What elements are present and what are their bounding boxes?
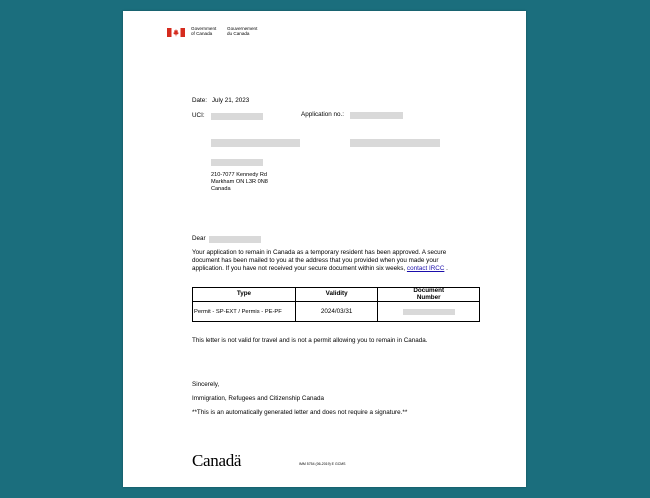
govt-en-line-1: Government [191,26,217,31]
header-validity: Validity [295,288,378,302]
date-line [192,97,249,105]
table-row [193,302,480,322]
body-line-1: Your application to remain in Canada as a temporary resident has been approved. A secure [192,249,447,256]
header-document-number: Document Number [378,288,480,302]
table-header-row [193,288,480,302]
header-type: Type [193,288,296,302]
govt-fr-line-1: Gouvernement [227,26,258,31]
cell-document-number [378,302,480,322]
canada-wordmark: Canadä [192,451,242,470]
address-line-1: 210-7077 Kennedy Rd [211,172,267,178]
recipient-name-redaction [211,139,300,147]
govt-signature-fr [227,27,257,37]
document-table [192,287,480,322]
govt-en-line-2: of Canada [191,30,213,36]
closing: Sincerely, [192,381,220,388]
application-label: Application no.: [301,111,345,118]
govt-fr-line-2: du Canada [227,30,250,36]
uci-label: UCI: [192,112,205,119]
uci-redaction [211,113,263,120]
recipient-line-redaction [211,159,263,166]
letter-page [123,11,526,487]
document-number-redaction [403,309,455,315]
validity-notice: This letter is not valid for travel and is not a permit allowing you to remain in Canada. [192,337,428,344]
cell-type: Permit - SP-EXT / Permis - PE-PF [193,302,296,322]
address-line-3: Canada [211,185,231,192]
auto-generated-note: **This is an automatically generated letter and does not require a signature.** [192,409,408,416]
govt-signature-en [191,27,216,37]
salutation: Dear [192,235,206,242]
cell-validity: 2024/03/31 [295,302,378,322]
mailing-address [211,172,268,193]
body-line-3-text: application. If you have not received your secure document within six weeks, [192,264,406,272]
body-paragraph [192,249,448,273]
recipient-name-fr-redaction [350,139,440,147]
body-line-2: document has been mailed to you at the address that you provided when you made your [192,256,439,264]
date-value: July 21, 2023 [211,97,250,104]
body-line-3-end: . [446,264,448,272]
form-number: IMM 5754 (06-2019) E GCMS [299,462,346,466]
date-label: Date: [192,97,208,104]
canada-flag-icon [166,28,186,37]
application-redaction [350,112,403,119]
body-line-3 [192,265,448,273]
address-line-2: Markham ON L3R 0N8 [211,178,268,185]
contact-ircc-link[interactable]: contact IRCC [406,264,445,272]
signature: Immigration, Refugees and Citizenship Canada [192,395,324,402]
salutation-name-redaction [209,236,261,243]
